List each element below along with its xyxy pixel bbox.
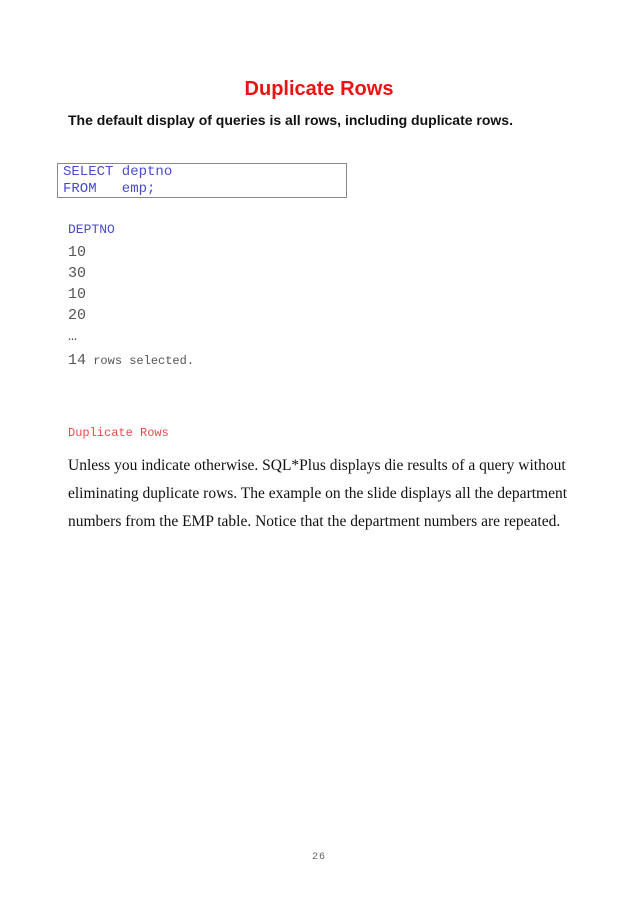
output-column-header: DEPTNO [68, 222, 115, 237]
notes-paragraph [68, 452, 568, 536]
notes-title: Duplicate Rows [68, 426, 169, 440]
page-title: Duplicate Rows [244, 78, 394, 100]
sql-code-box [57, 163, 347, 198]
output-row: 10 [68, 286, 87, 303]
output-row: 30 [68, 265, 87, 282]
rows-selected-summary [68, 347, 194, 373]
sql-line: FROM emp; [63, 181, 156, 197]
page-subtitle: The default display of queries is all rows, including duplicate rows. [68, 112, 513, 128]
notes-line: numbers from the EMP table. Notice that the department numbers are repeated. [68, 513, 561, 530]
rows-count: 14 [68, 352, 87, 369]
sql-line: SELECT deptno [63, 164, 173, 180]
page-number: 26 [311, 852, 326, 863]
output-row-ellipsis: … [68, 328, 78, 345]
query-output [68, 220, 194, 373]
output-row: 10 [68, 244, 87, 261]
output-row: 20 [68, 307, 87, 324]
rows-selected-label: rows selected. [86, 354, 195, 368]
notes-line: Unless you indicate otherwise. SQL*Plus displays die results of a query without [68, 457, 566, 474]
notes-line: eliminating duplicate rows. The example on the slide displays all the department [68, 485, 568, 502]
